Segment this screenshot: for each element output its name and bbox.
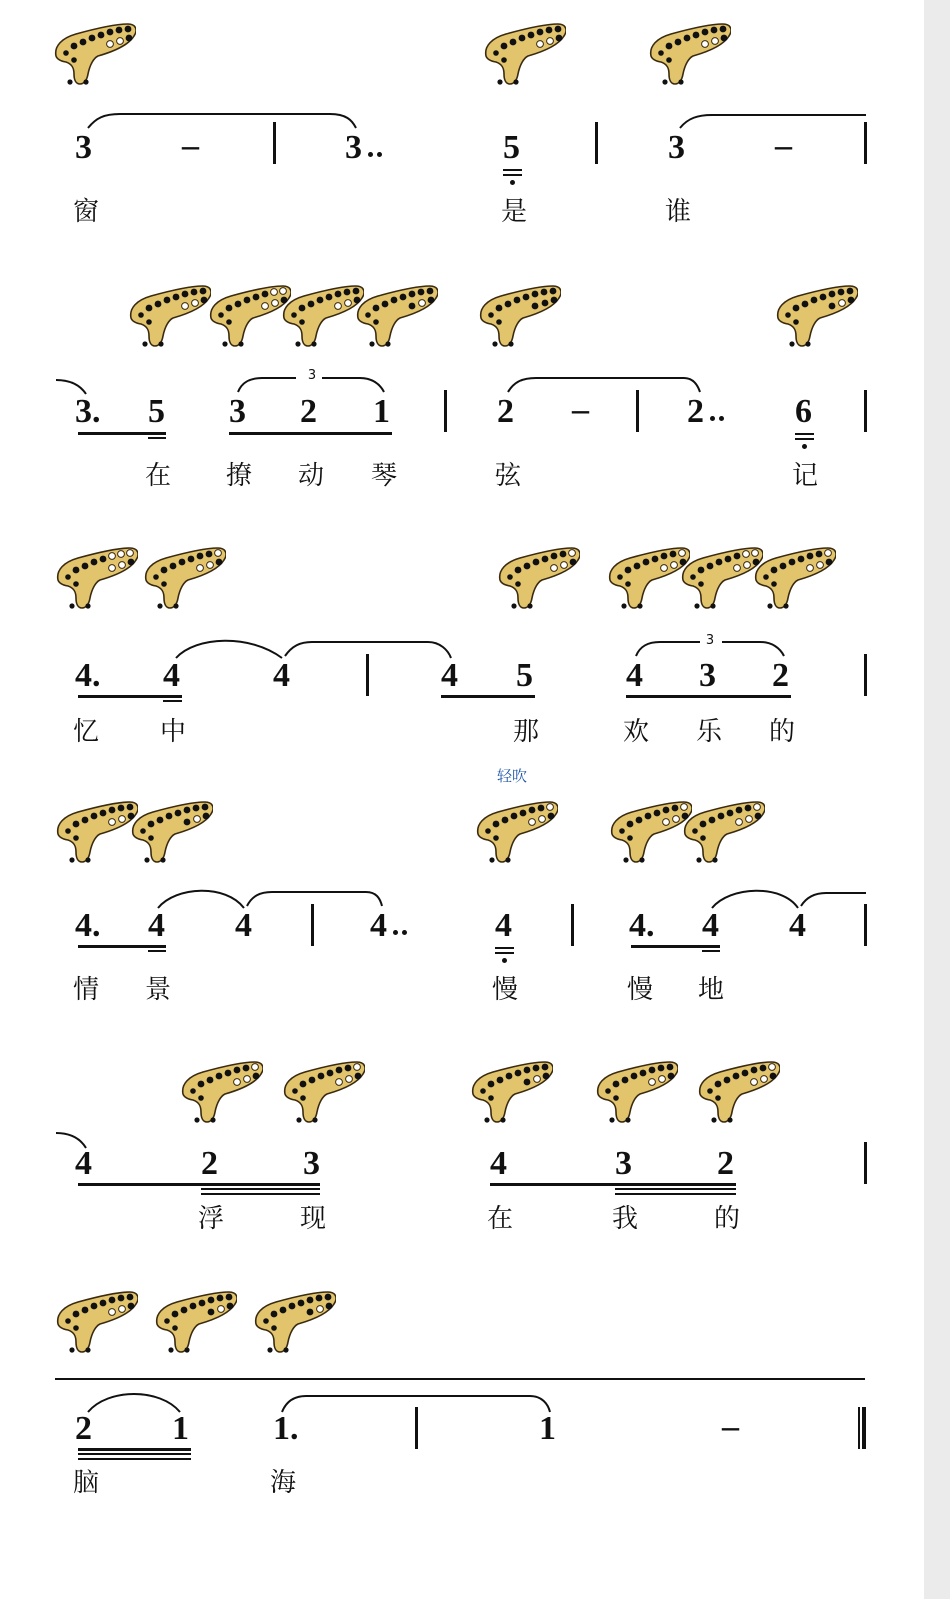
- note: 4: [235, 907, 252, 944]
- ocarina-fingering-icon: [592, 1060, 678, 1126]
- underline: [495, 947, 514, 949]
- note: 3: [345, 129, 362, 166]
- triplet-number: 3: [705, 633, 715, 648]
- bar-line: [273, 122, 276, 164]
- ocarina-fingering-icon: [750, 546, 836, 612]
- note: 4: [441, 657, 458, 694]
- ocarina-fingering-icon: [52, 800, 138, 866]
- ocarina-fingering-icon: [177, 1060, 263, 1126]
- dot: [377, 152, 382, 157]
- bar-line: [366, 654, 369, 696]
- note: 3: [615, 1145, 632, 1182]
- note-dash: –: [572, 391, 589, 428]
- performance-hint: 轻吹: [497, 767, 528, 785]
- ocarina-fingering-icon: [679, 800, 765, 866]
- slur-arc: [247, 892, 382, 906]
- note: 4: [75, 1145, 92, 1182]
- note: 4.: [75, 907, 101, 944]
- underline: [615, 1188, 736, 1190]
- underline: [78, 1183, 320, 1186]
- ocarina-fingering-icon: [140, 546, 226, 612]
- ocarina-fingering-icon: [50, 22, 136, 88]
- underline: [795, 438, 814, 440]
- lyric: 动: [297, 461, 324, 491]
- dot: [710, 416, 715, 421]
- note-dash: –: [775, 127, 792, 164]
- note: 1.: [273, 1410, 299, 1447]
- lyric: 地: [697, 975, 724, 1005]
- lyric: 的: [713, 1204, 740, 1234]
- underline: [78, 432, 166, 435]
- note: 2: [201, 1145, 218, 1182]
- ocarina-fingering-icon: [151, 1290, 237, 1356]
- ocarina-fingering-icon: [52, 546, 138, 612]
- ocarina-fingering-icon: [772, 284, 858, 350]
- underline: [503, 174, 522, 176]
- underline: [495, 952, 514, 954]
- note: 3: [229, 393, 246, 430]
- lyric: 现: [299, 1204, 326, 1234]
- note: 3: [75, 129, 92, 166]
- note: 4: [163, 657, 180, 694]
- lyric: 记: [791, 461, 818, 491]
- bar-line: [864, 1142, 867, 1184]
- note: 2: [687, 393, 704, 430]
- note: 5: [516, 657, 533, 694]
- dot: [368, 152, 373, 157]
- lyric: 窗: [72, 197, 99, 227]
- lyric: 撩: [225, 461, 252, 491]
- note: 6: [795, 393, 812, 430]
- note: 1: [539, 1410, 556, 1447]
- lyric: 在: [144, 461, 171, 491]
- tie-arc: [88, 114, 356, 128]
- tie-arc: [56, 380, 86, 394]
- note: 2: [300, 393, 317, 430]
- underline: [441, 695, 535, 698]
- bar-line: [636, 390, 639, 432]
- tie-arc: [508, 378, 700, 392]
- lyric: 琴: [370, 461, 397, 491]
- note: 2: [497, 393, 514, 430]
- underline: [201, 1188, 320, 1190]
- ocarina-fingering-icon: [250, 1290, 336, 1356]
- bar-line: [311, 904, 314, 946]
- lyric: 的: [768, 717, 795, 747]
- dot: [802, 444, 807, 449]
- underline: [626, 695, 791, 698]
- final-bar-thin: [858, 1407, 860, 1449]
- staff-top-line: [55, 1378, 865, 1380]
- underline: [148, 437, 166, 439]
- lyric: 浮: [197, 1204, 224, 1234]
- scrollbar-track[interactable]: [924, 0, 950, 1599]
- note: 4: [370, 907, 387, 944]
- ocarina-fingering-icon: [279, 1060, 365, 1126]
- ocarina-fingering-icon: [52, 1290, 138, 1356]
- note: 4: [273, 657, 290, 694]
- ocarina-fingering-icon: [472, 800, 558, 866]
- underline: [148, 950, 166, 952]
- lyric: 慢: [491, 975, 518, 1005]
- note-dash: –: [182, 127, 199, 164]
- triplet-number: 3: [307, 368, 317, 383]
- underline: [229, 432, 392, 435]
- bar-line: [444, 390, 447, 432]
- note: 1: [373, 393, 390, 430]
- slur-arc: [158, 891, 244, 908]
- underline: [615, 1193, 736, 1195]
- ocarina-fingering-icon: [127, 800, 213, 866]
- ocarina-fingering-icon: [480, 22, 566, 88]
- lyric: 在: [486, 1204, 513, 1234]
- bar-line: [415, 1407, 418, 1449]
- note: 2: [717, 1145, 734, 1182]
- lyric: 谁: [664, 197, 691, 227]
- slur-arc: [88, 1394, 180, 1412]
- underline: [631, 945, 720, 948]
- bar-line: [595, 122, 598, 164]
- underline: [490, 1183, 736, 1186]
- note: 4: [490, 1145, 507, 1182]
- lyric: 景: [144, 975, 171, 1005]
- dot: [502, 958, 507, 963]
- underline: [78, 695, 182, 698]
- ocarina-fingering-icon: [125, 284, 211, 350]
- underline: [78, 1448, 191, 1451]
- lyric: 欢: [622, 717, 649, 747]
- note: 3.: [75, 393, 101, 430]
- note: 4.: [75, 657, 101, 694]
- note: 2: [75, 1410, 92, 1447]
- lyric: 慢: [626, 975, 653, 1005]
- note: 4: [789, 907, 806, 944]
- dot: [719, 416, 724, 421]
- note: 3: [668, 129, 685, 166]
- bar-line: [864, 654, 867, 696]
- underline: [503, 169, 522, 171]
- lyric: 海: [269, 1468, 296, 1498]
- ocarina-fingering-icon: [494, 546, 580, 612]
- note: 4: [626, 657, 643, 694]
- lyric: 弦: [494, 461, 521, 491]
- underline: [78, 1453, 191, 1455]
- ocarina-fingering-icon: [467, 1060, 553, 1126]
- underline: [78, 1458, 191, 1460]
- ocarina-fingering-icon: [645, 22, 731, 88]
- lyric: 我: [611, 1204, 638, 1234]
- slur-arc: [712, 891, 798, 908]
- note-dash: –: [722, 1408, 739, 1445]
- note: 2: [772, 657, 789, 694]
- note: 4: [495, 907, 512, 944]
- final-bar-thick: [862, 1407, 866, 1449]
- dot: [510, 180, 515, 185]
- lyric: 那: [512, 717, 539, 747]
- ocarina-fingering-icon: [352, 284, 438, 350]
- lyric: 忆: [72, 717, 99, 747]
- tie-arc: [680, 115, 866, 128]
- underline: [201, 1193, 320, 1195]
- note: 4: [702, 907, 719, 944]
- dot: [402, 930, 407, 935]
- ocarina-fingering-icon: [475, 284, 561, 350]
- lyric: 脑: [72, 1468, 99, 1498]
- bar-line: [864, 390, 867, 432]
- ocarina-fingering-icon: [694, 1060, 780, 1126]
- underline: [163, 700, 182, 702]
- lyric: 是: [500, 197, 527, 227]
- slur-arc: [801, 893, 866, 906]
- note: 3: [303, 1145, 320, 1182]
- lyric: 情: [72, 975, 99, 1005]
- lyric: 乐: [695, 717, 722, 747]
- note: 5: [503, 129, 520, 166]
- slur-arc: [176, 641, 282, 658]
- note: 1: [172, 1410, 189, 1447]
- note: 3: [699, 657, 716, 694]
- note: 5: [148, 393, 165, 430]
- bar-line: [864, 122, 867, 164]
- note: 4: [148, 907, 165, 944]
- bar-line: [864, 904, 867, 946]
- lyric: 中: [159, 717, 186, 747]
- underline: [795, 433, 814, 435]
- dot: [393, 930, 398, 935]
- note: 4.: [629, 907, 655, 944]
- underline: [78, 945, 166, 948]
- bar-line: [571, 904, 574, 946]
- underline: [702, 950, 720, 952]
